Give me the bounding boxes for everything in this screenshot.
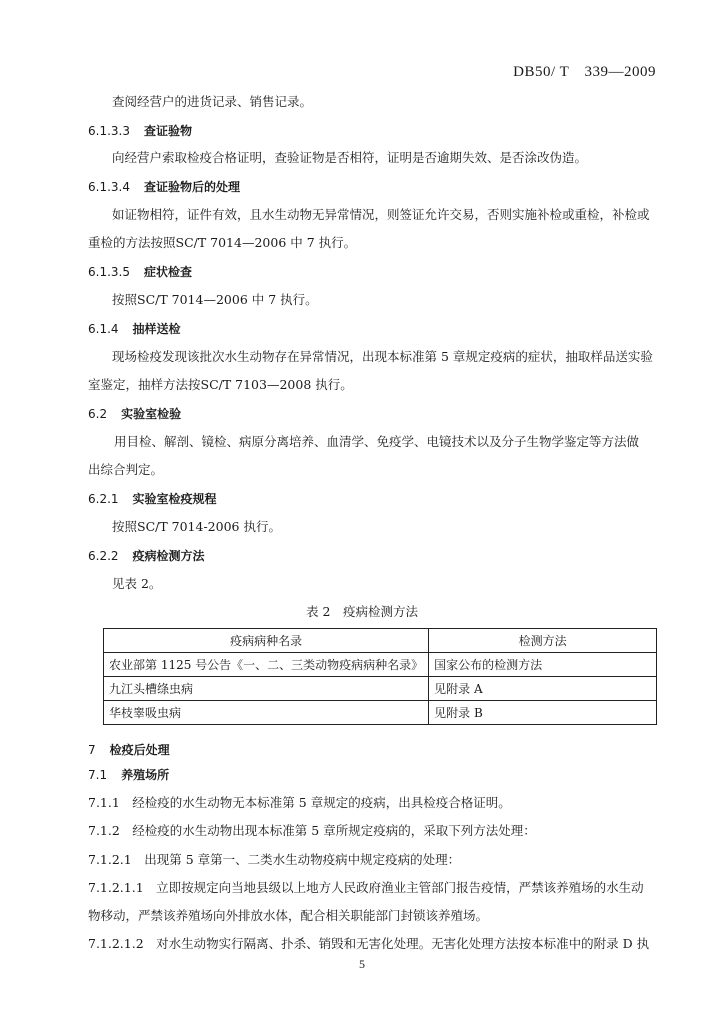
table-cell: 见附录 A: [429, 677, 657, 701]
paragraph-line: 物移动，严禁该养殖场向外排放水体，配合相关职能部门封锁该养殖场。: [88, 908, 489, 923]
paragraph-line: 向经营户索取检疫合格证明，查验证物是否相符，证明是否逾期失效、是否涂改伪造。: [112, 150, 588, 165]
paragraph-line: 重检的方法按照SC/T 7014—2006 中 7 执行。: [88, 235, 357, 250]
section-heading-6-1-3-5: [88, 264, 192, 280]
section-title: 养殖场所: [121, 768, 170, 782]
paragraph-line: 按照SC/T 7014—2006 中 7 执行。: [112, 292, 318, 307]
table-cell: 九江头槽绦虫病: [104, 677, 429, 701]
section-heading-7-1: [88, 767, 169, 783]
section-number: 7: [88, 743, 96, 757]
paragraph-line: 现场检疫发现该批次水生动物存在异常情况，出现本标准第 5 章规定疫病的症状，抽取样品送实验: [112, 349, 653, 364]
document-code: DB50/ T 339—2009: [513, 64, 656, 80]
paragraph-line: 用目检、解剖、镜检、病原分离培养、血清学、免疫学、电镜技术以及分子生物学鉴定等方法做: [114, 434, 640, 449]
column-header-method: 检测方法: [429, 629, 657, 653]
section-title: 实验室检疫规程: [132, 492, 217, 506]
table-row: [104, 677, 657, 701]
section-number: 6.2.2: [88, 549, 119, 563]
section-number: 6.1.3.3: [88, 124, 130, 138]
paragraph-line: 7.1.2.1 出现第 5 章第一、二类水生动物疫病中规定疫病的处理：: [88, 852, 461, 867]
section-number: 6.2.1: [88, 492, 119, 506]
table-row: [104, 653, 657, 677]
section-heading-6-2-2: [88, 548, 205, 564]
paragraph-line: 如证物相符，证件有效，且水生动物无异常情况，则签证允许交易，否则实施补检或重检，补检或: [112, 207, 650, 222]
disease-detection-table: [103, 628, 657, 725]
paragraph-line: 7.1.2.1.2 对水生动物实行隔离、扑杀、销毁和无害化处理。无害化处理方法按本标准中的附录 D 执: [88, 936, 650, 951]
section-title: 检疫后处理: [109, 743, 170, 757]
paragraph-line: 见表 2。: [112, 576, 162, 591]
section-number: 6.1.3.5: [88, 265, 130, 279]
table-caption: 表 2 疫病检测方法: [306, 604, 418, 619]
paragraph-line: 7.1.1 经检疫的水生动物无本标准第 5 章规定的疫病，出具检疫合格证明。: [88, 795, 511, 810]
section-heading-6-2: [88, 406, 181, 422]
table-cell: 农业部第 1125 号公告《一、二、三类动物疫病病种名录》: [104, 653, 429, 677]
section-title: 抽样送检: [132, 322, 181, 336]
paragraph-line: 按照SC/T 7014-2006 执行。: [112, 519, 281, 534]
section-heading-6-2-1: [88, 491, 217, 507]
section-heading-6-1-3-4: [88, 179, 240, 195]
table-cell: 见附录 B: [429, 701, 657, 725]
section-number: 6.1.3.4: [88, 180, 130, 194]
table-row: [104, 701, 657, 725]
section-title: 症状检查: [143, 265, 192, 279]
section-title: 实验室检验: [121, 407, 182, 421]
section-heading-6-1-4: [88, 321, 181, 337]
table-header-row: [104, 629, 657, 653]
section-number: 6.1.4: [88, 322, 119, 336]
page-number: 5: [359, 957, 365, 971]
paragraph-line: 室鉴定，抽样方法按SC/T 7103—2008 执行。: [88, 377, 353, 392]
section-number: 7.1: [88, 768, 108, 782]
paragraph-line: 7.1.2.1.1 立即按规定向当地县级以上地方人民政府渔业主管部门报告疫情，严禁该养殖场的水生动: [88, 880, 644, 895]
section-heading-7: [88, 742, 170, 758]
table-cell: 国家公布的检测方法: [429, 653, 657, 677]
paragraph-line: 出综合判定。: [88, 462, 164, 477]
section-title: 查证验物: [143, 124, 192, 138]
section-title: 疫病检测方法: [132, 549, 205, 563]
paragraph-line: 7.1.2 经检疫的水生动物出现本标准第 5 章所规定疫病的，采取下列方法处理：: [88, 823, 536, 838]
section-title: 查证验物后的处理: [143, 180, 240, 194]
section-number: 6.2: [88, 407, 108, 421]
paragraph-line: 查阅经营户的进货记录、销售记录。: [112, 94, 313, 109]
section-heading-6-1-3-3: [88, 123, 192, 139]
table-cell: 华枝睾吸虫病: [104, 701, 429, 725]
column-header-disease: 疫病病种名录: [104, 629, 429, 653]
